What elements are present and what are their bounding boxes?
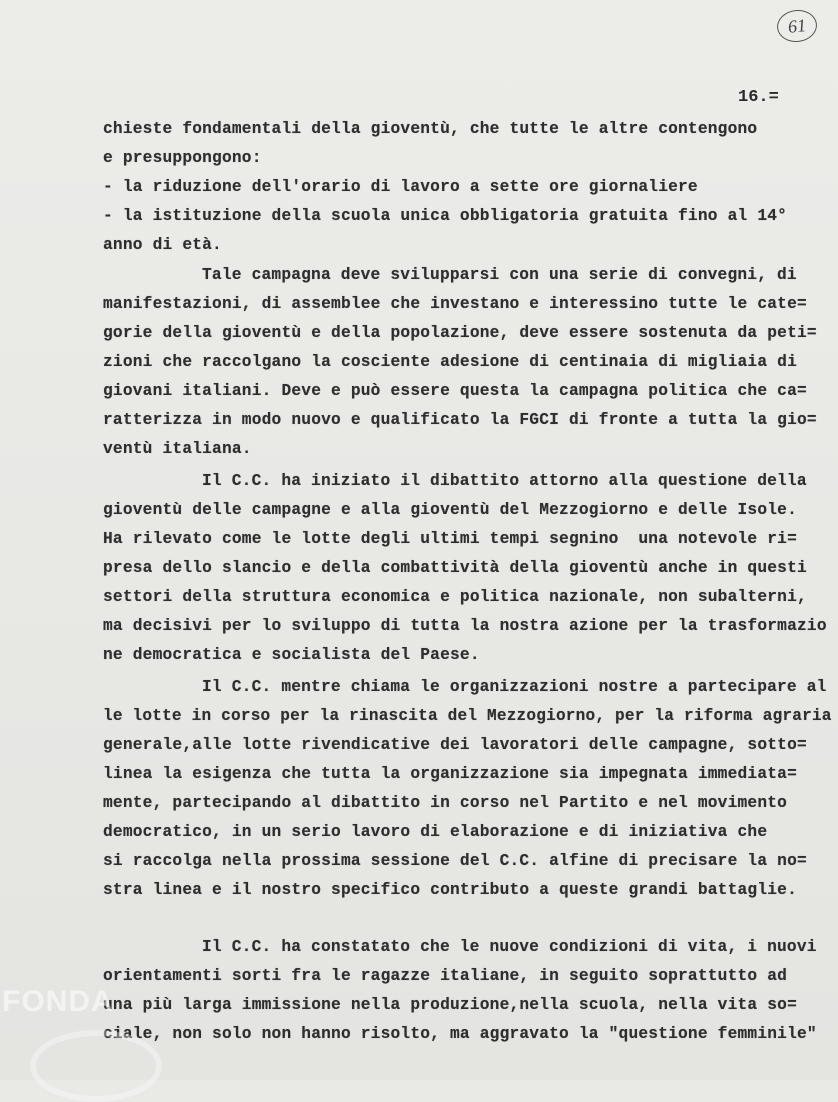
watermark-logo: FONDA — [2, 985, 114, 1018]
text-line: zioni che raccolgano la cosciente adesione di centinaia di migliaia di — [103, 353, 797, 371]
text-line: le lotte in corso per la rinascita del Mezzogiorno, per la riforma agraria — [103, 707, 832, 725]
text-line: gioventù delle campagne e alla gioventù del Mezzogiorno e delle Isole. — [103, 501, 797, 519]
text-line: - la istituzione della scuola unica obbligatoria gratuita fino al 14° — [103, 207, 788, 225]
text-line: mente, partecipando al dibattito in corso nel Partito e nel movimento — [103, 794, 788, 812]
text-line: ventù italiana. — [103, 440, 252, 458]
archive-number-stamp: 61 — [775, 8, 818, 44]
text-line: chieste fondamentali della gioventù, che tutte le altre contengono — [103, 120, 758, 138]
text-line: si raccolga nella prossima sessione del C.C. alfine di precisare la no= — [103, 852, 807, 870]
text-line: ma decisivi per lo sviluppo di tutta la nostra azione per la trasformazio — [103, 617, 827, 635]
text-line: gorie della gioventù e della popolazione, deve essere sostenuta da peti= — [103, 324, 817, 342]
text-line: - la riduzione dell'orario di lavoro a sette ore giornaliere — [103, 178, 698, 196]
text-line: orientamenti sorti fra le ragazze italiane, in seguito soprattutto ad — [103, 967, 788, 985]
text-line: settori della struttura economica e politica nazionale, non subalterni, — [103, 588, 807, 606]
watermark-ring — [30, 1030, 162, 1102]
text-line: ne democratica e socialista del Paese. — [103, 646, 480, 664]
page-number: 16.= — [738, 88, 779, 107]
text-line: anno di età. — [103, 236, 222, 254]
text-line: ciale, non solo non hanno risolto, ma aggravato la "questione femminile" — [103, 1025, 817, 1043]
text-line: e presuppongono: — [103, 149, 262, 167]
text-line: presa dello slancio e della combattività della gioventù anche in questi — [103, 559, 807, 577]
text-line: stra linea e il nostro specifico contributo a queste grandi battaglie. — [103, 881, 797, 899]
text-line: giovani italiani. Deve e può essere questa la campagna politica che ca= — [103, 382, 807, 400]
text-line: Il C.C. ha constatato che le nuove condizioni di vita, i nuovi — [202, 938, 817, 956]
text-line: manifestazioni, di assemblee che investano e interessino tutte le cate= — [103, 295, 807, 313]
text-line: democratico, in un serio lavoro di elaborazione e di iniziativa che — [103, 823, 768, 841]
text-line: ratterizza in modo nuovo e qualificato la FGCI di fronte a tutta la gio= — [103, 411, 817, 429]
text-line: generale,alle lotte rivendicative dei lavoratori delle campagne, sotto= — [103, 736, 807, 754]
text-line: Il C.C. mentre chiama le organizzazioni nostre a partecipare al — [202, 678, 827, 696]
text-line: Il C.C. ha iniziato il dibattito attorno alla questione della — [202, 472, 807, 490]
text-line: Ha rilevato come le lotte degli ultimi tempi segnino una notevole ri= — [103, 530, 797, 548]
text-line: Tale campagna deve svilupparsi con una serie di convegni, di — [202, 266, 797, 284]
text-line: linea la esigenza che tutta la organizzazione sia impegnata immediata= — [103, 765, 797, 783]
text-line: una più larga immissione nella produzione,nella scuola, nella vita so= — [103, 996, 797, 1014]
